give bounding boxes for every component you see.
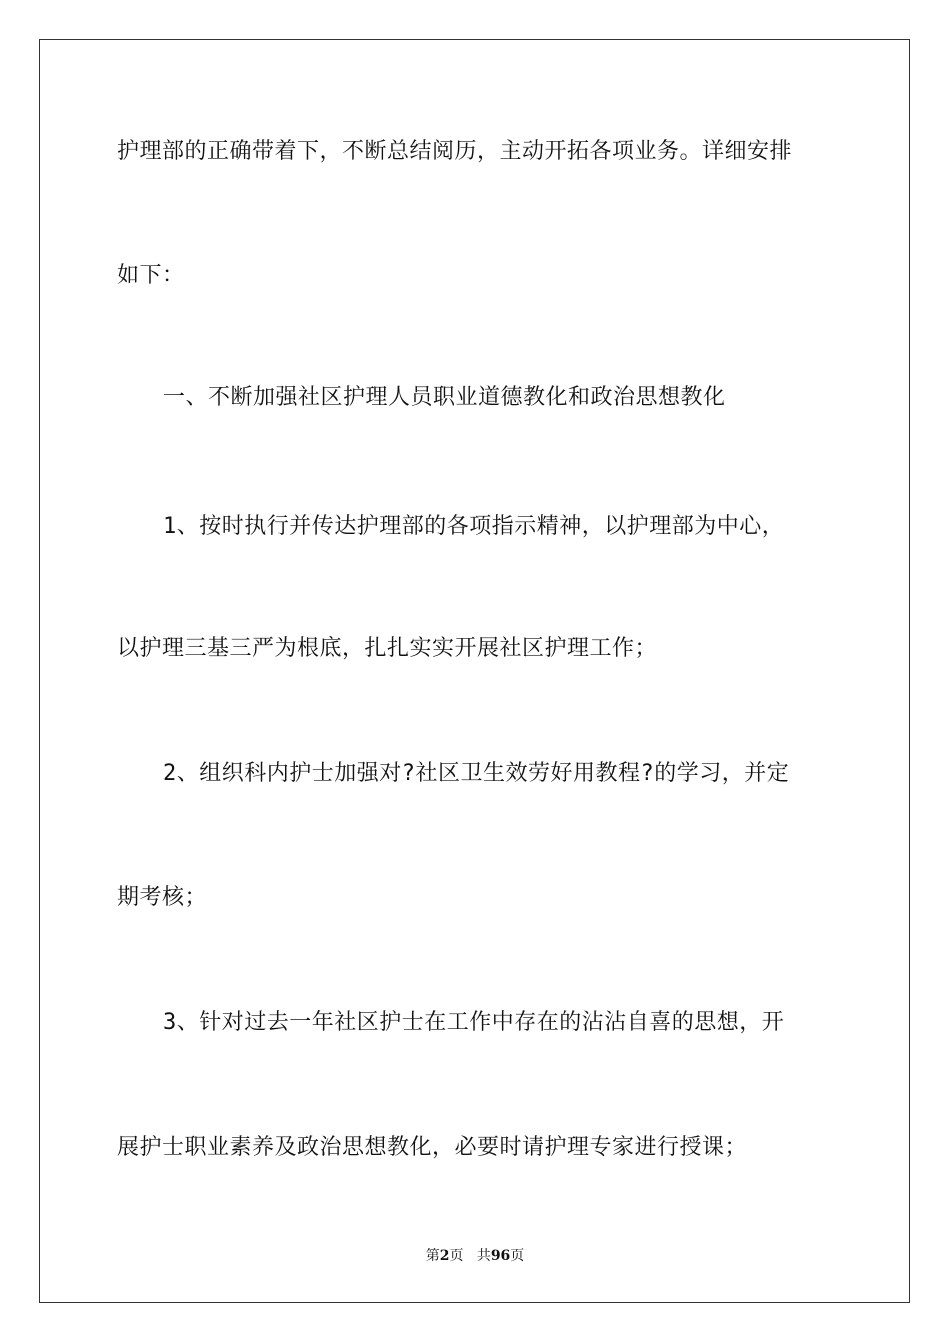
list-item-3-line-1: 3、针对过去一年社区护士在工作中存在的沾沾自喜的思想，开 bbox=[163, 1010, 785, 1035]
page-footer bbox=[0, 1246, 950, 1266]
text-line-2: 如下： bbox=[117, 263, 185, 288]
total-pages: 96 bbox=[490, 1248, 511, 1264]
page-suffix: 页 bbox=[449, 1248, 464, 1264]
list-item-1-line-1: 1、按时执行并传达护理部的各项指示精神，以护理部为中心， bbox=[163, 514, 785, 539]
total-prefix: 共 bbox=[476, 1248, 491, 1264]
page-prefix: 第 bbox=[425, 1248, 440, 1264]
list-item-1-line-2: 以护理三基三严为根底，扎扎实实开展社区护理工作； bbox=[117, 636, 658, 661]
list-item-2-line-2: 期考核； bbox=[117, 885, 208, 910]
text-line-1: 护理部的正确带着下，不断总结阅历，主动开拓各项业务。详细安排 bbox=[117, 139, 793, 164]
list-item-3-line-2: 展护士职业素养及政治思想教化，必要时请护理专家进行授课； bbox=[117, 1135, 748, 1160]
total-suffix: 页 bbox=[510, 1248, 525, 1264]
page-border bbox=[39, 39, 910, 1303]
page-number: 2 bbox=[439, 1248, 450, 1264]
list-item-2-line-1: 2、组织科内护士加强对?社区卫生效劳好用教程?的学习，并定 bbox=[163, 761, 790, 786]
section-heading-1: 一、不断加强社区护理人员职业道德教化和政治思想教化 bbox=[163, 385, 726, 410]
